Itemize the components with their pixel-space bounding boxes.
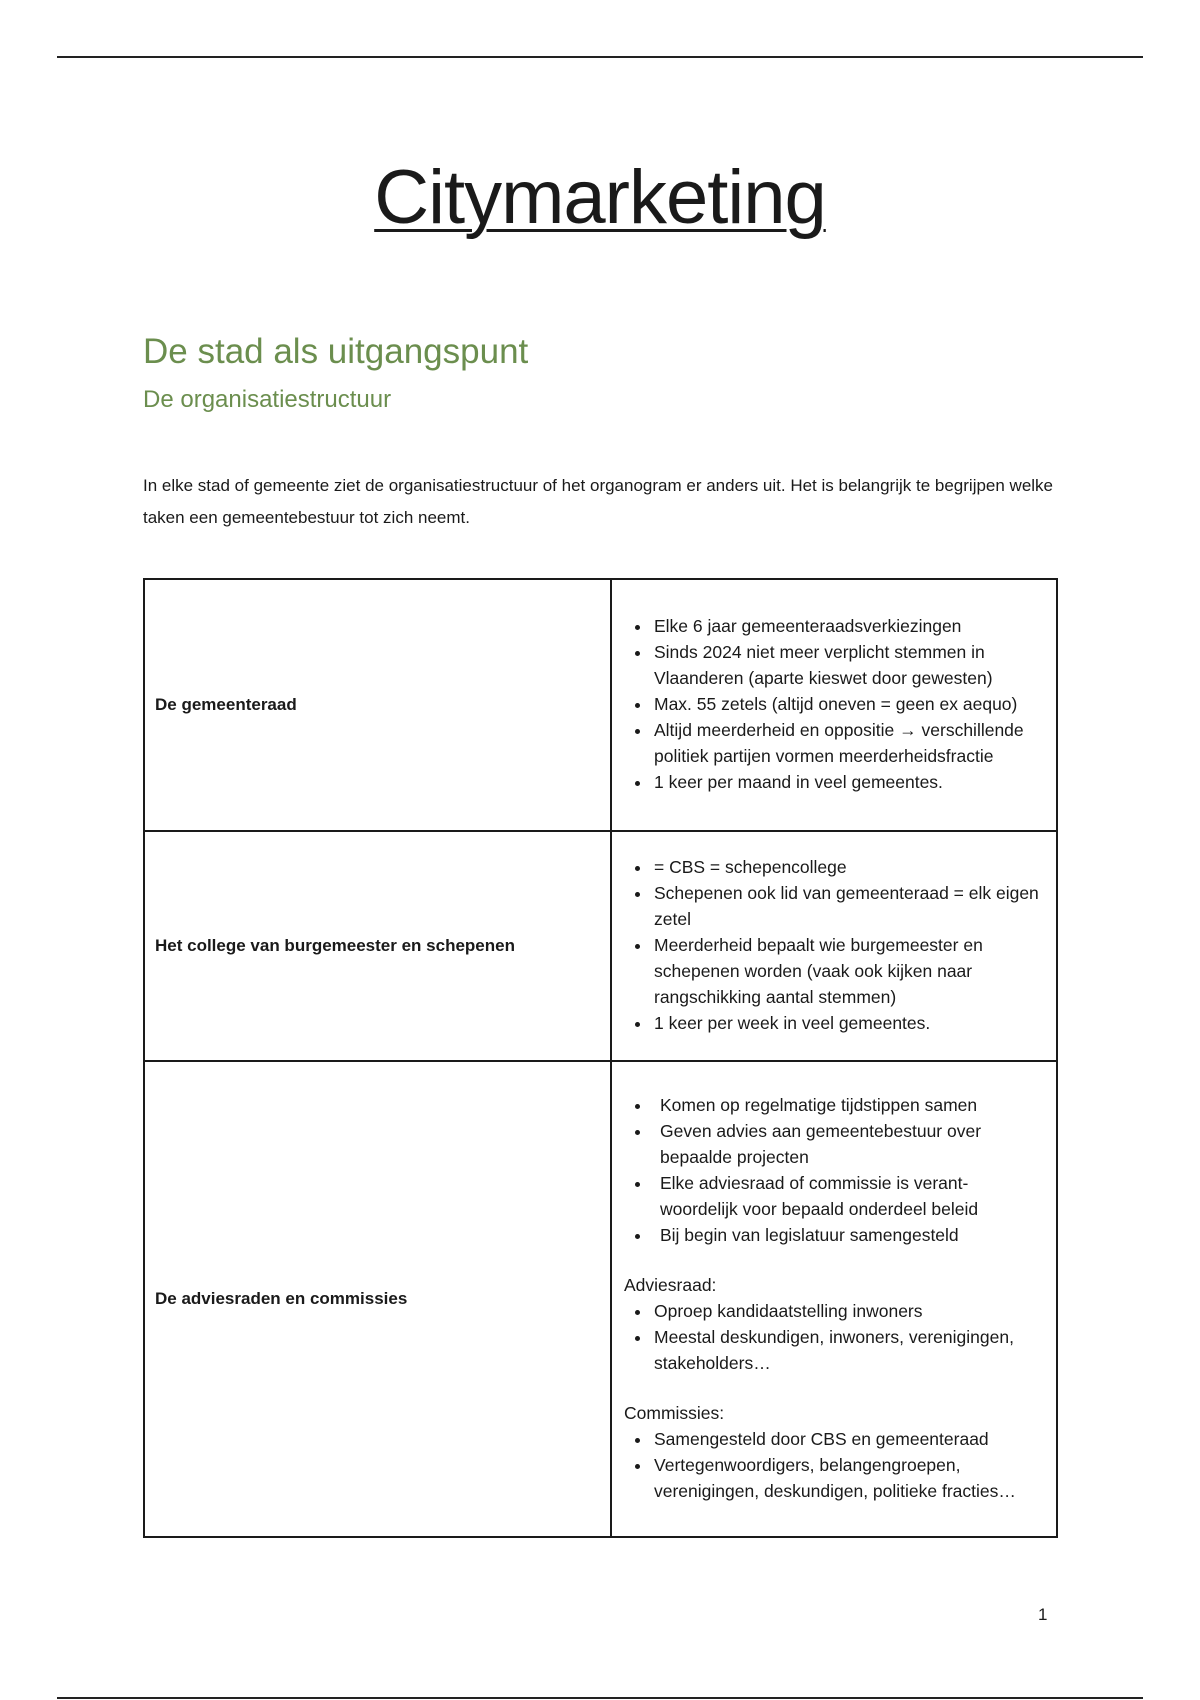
list-item: • Oproep kandidaatstelling inwoners [652, 1298, 1042, 1324]
list-item: • Elke 6 jaar gemeenteraadsverkiezingen [652, 613, 1042, 639]
list-item: • Vertegenwoordigers, belangengroepen, verenigingen, deskundigen, politieke fracties… [652, 1452, 1042, 1504]
page-number: 1 [1038, 1605, 1048, 1624]
list-item: • = CBS = schepencollege [652, 854, 1042, 880]
adviesraad-list [624, 1298, 1042, 1376]
list-item: • 1 keer per maand in veel gemeentes. [652, 769, 1042, 795]
list-item: • Schepenen ook lid van gemeenteraad = elk eigen zetel [652, 880, 1042, 932]
list-item: • Komen op regelmatige tijdstippen samen [652, 1092, 1042, 1118]
row-content [611, 831, 1057, 1061]
commissies-list [624, 1426, 1042, 1504]
table-row [144, 831, 1057, 1061]
list-item: • Meerderheid bepaalt wie burgemeester en schepenen worden (vaak ook kijken naar rangschikking aantal stemmen) [652, 932, 1042, 1010]
commissies-heading: Commissies: [624, 1403, 725, 1423]
bullet-list [624, 1092, 1042, 1248]
heading-1: De stad als uitgangspunt [143, 332, 529, 371]
organisation-table [143, 578, 1058, 1538]
list-item: • Altijd meerderheid en oppositie → verschillende politiek partijen vormen meerderheidsfractie [652, 717, 1042, 769]
table-row [144, 1061, 1057, 1537]
list-item: • Samengesteld door CBS en gemeenteraad [652, 1426, 1042, 1452]
intro-paragraph: In elke stad of gemeente ziet de organisatiestructuur of het organogram er anders uit. Het is belangrijk te begrijpen welke taken een gemeentebestuur tot zich neemt. [143, 476, 1054, 527]
list-item: • Geven advies aan gemeentebestuur over bepaalde projecten [652, 1118, 1042, 1170]
heading-2: De organisatiestructuur [143, 386, 392, 413]
bullet-list [624, 854, 1042, 1036]
row-label: Het college van burgemeester en schepenen [144, 831, 611, 1061]
document-title: Citymarketing [374, 155, 826, 240]
list-item: • Sinds 2024 niet meer verplicht stemmen in Vlaanderen (aparte kieswet door gewesten) [652, 639, 1042, 691]
header-rule [57, 56, 1143, 58]
row-content [611, 1061, 1057, 1537]
row-content [611, 579, 1057, 831]
row-label: De adviesraden en commissies [144, 1061, 611, 1537]
table-row [144, 579, 1057, 831]
adviesraad-heading: Adviesraad: [624, 1275, 717, 1295]
list-item: • Bij begin van legislatuur samengesteld [652, 1222, 1042, 1248]
row-label: De gemeenteraad [144, 579, 611, 831]
list-item: • Max. 55 zetels (altijd oneven = geen ex aequo) [652, 691, 1042, 717]
list-item: • 1 keer per week in veel gemeentes. [652, 1010, 1042, 1036]
footer-rule [57, 1697, 1143, 1699]
list-item: • Meestal deskundigen, inwoners, verenigingen, stakeholders… [652, 1324, 1042, 1376]
bullet-list [624, 613, 1042, 795]
list-item: • Elke adviesraad of commissie is verant-woordelijk voor bepaald onderdeel beleid [652, 1170, 1042, 1222]
